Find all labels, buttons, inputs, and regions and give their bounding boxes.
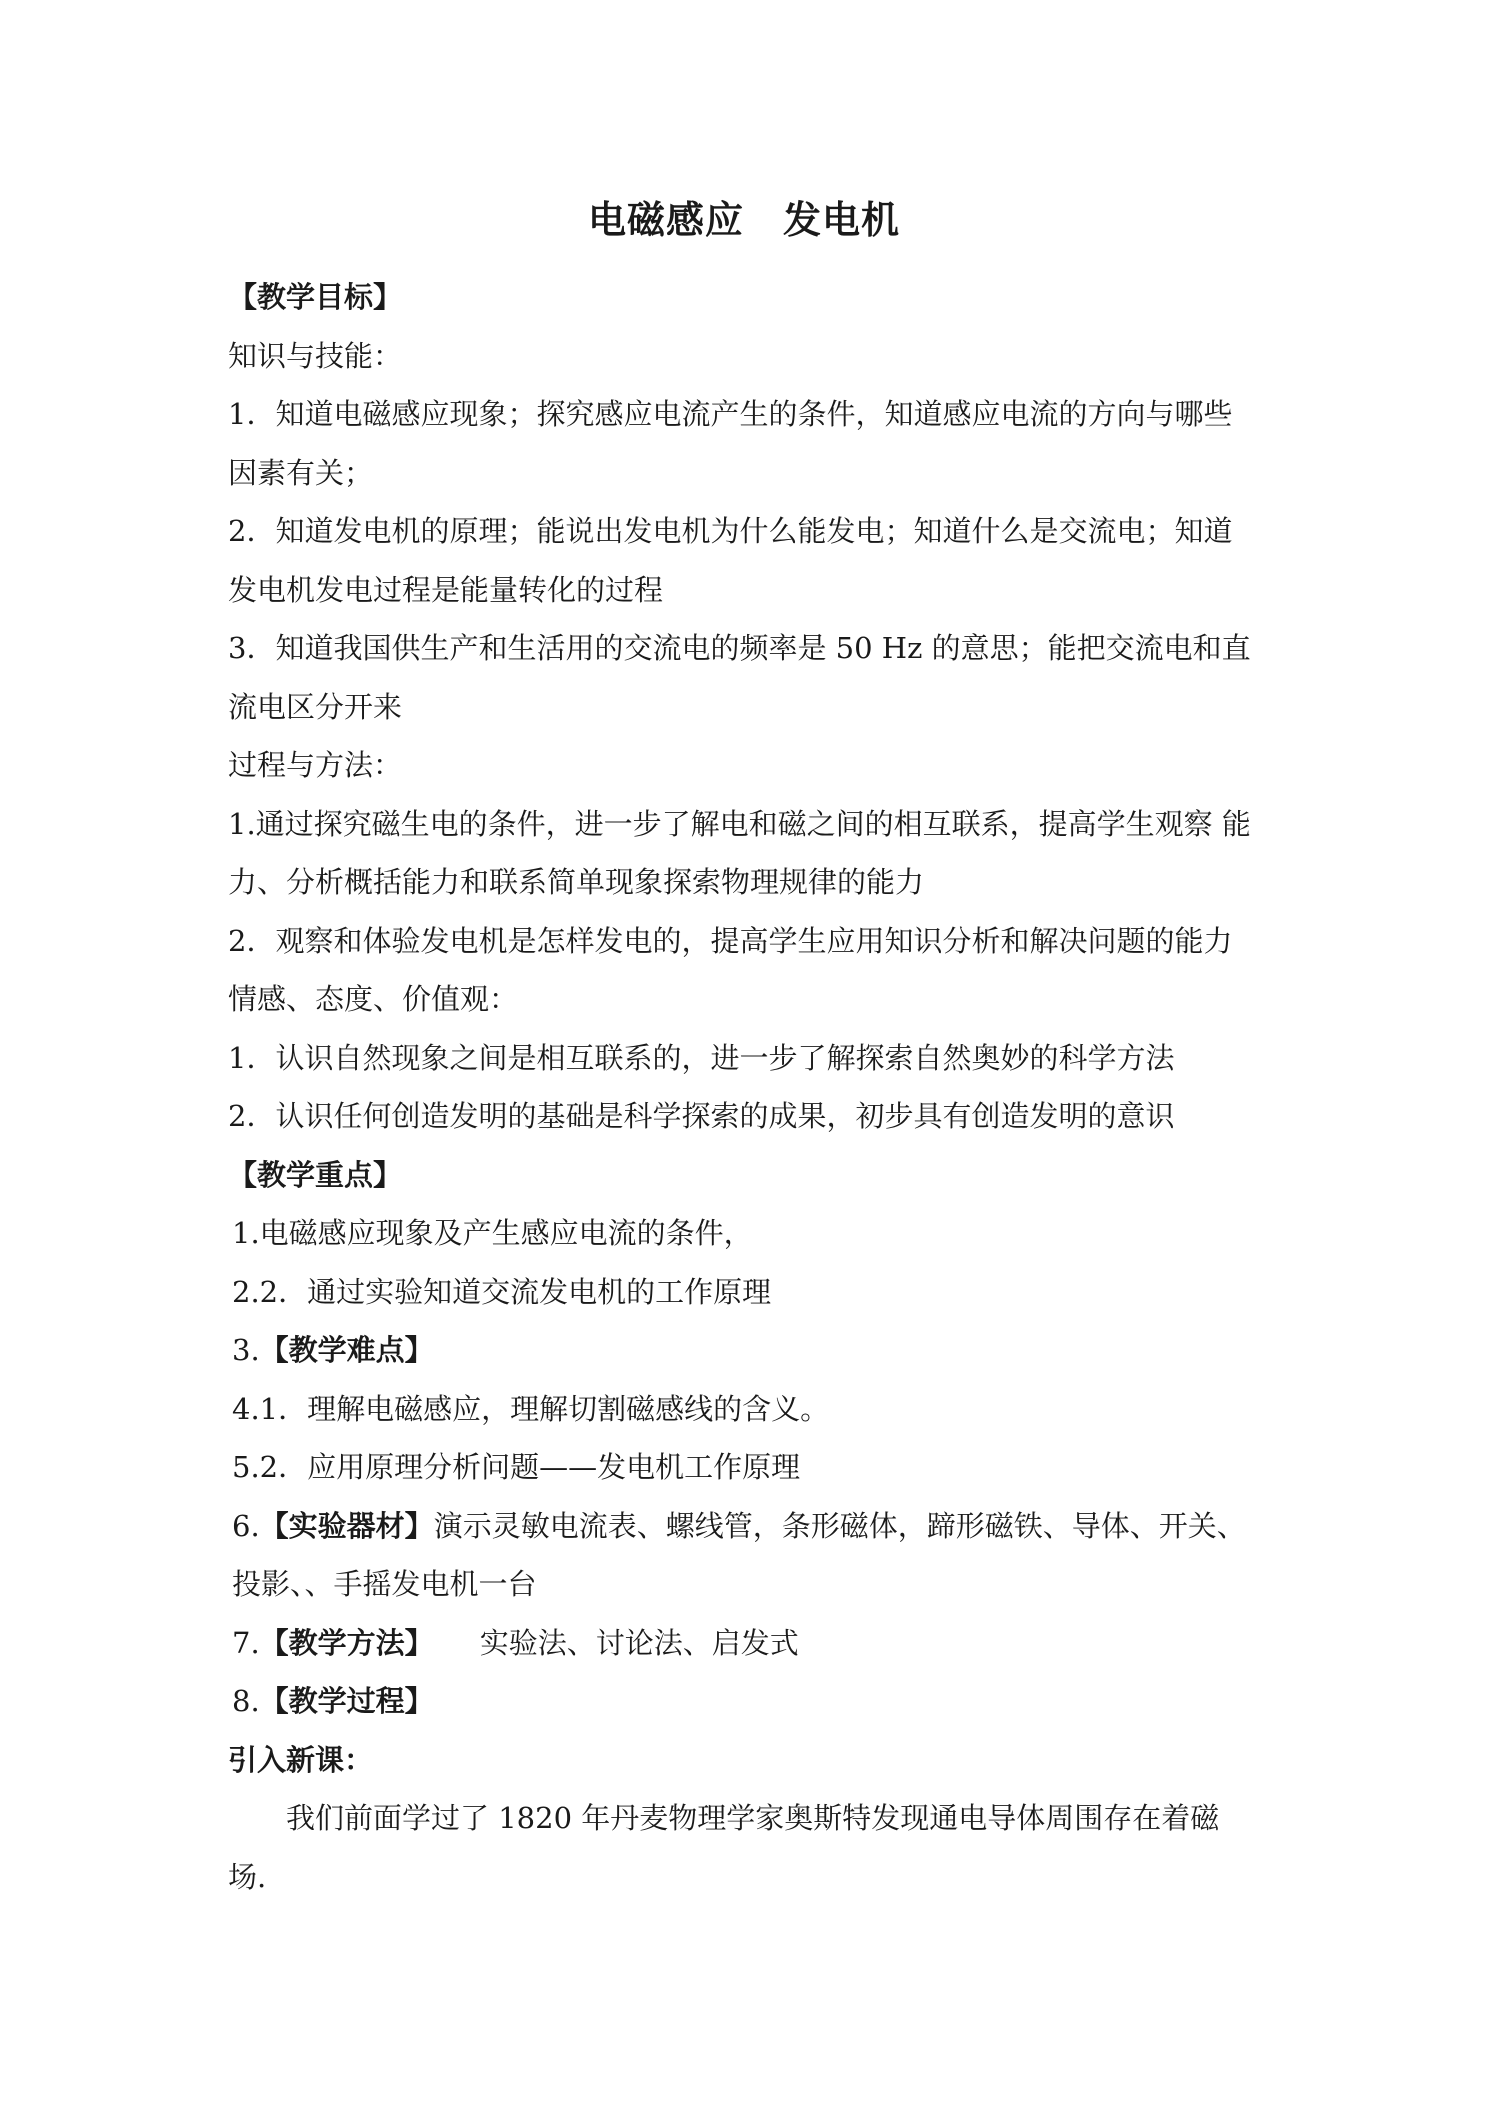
keypoints-heading: 【教学重点】 [228, 1157, 403, 1192]
process-item-1-line-1: 1.通过探究磁生电的条件，进一步了解电和磁之间的相互联系，提高学生观察 能 [228, 806, 1251, 841]
difficulty-number: 3. [232, 1333, 260, 1367]
difficulty-heading: 【教学难点】 [259, 1333, 434, 1367]
intro-label: 引入新课： [228, 1742, 374, 1777]
emotion-item-2: 2．认识任何创造发明的基础是科学探索的成果，初步具有创造发明的意识 [228, 1099, 1175, 1133]
knowledge-item-2-line-2: 发电机发电过程是能量转化的过程 [228, 572, 664, 607]
method-heading: 【教学方法】 [259, 1625, 434, 1660]
knowledge-item-1-line-2: 因素有关； [228, 455, 374, 490]
difficulty-row [228, 1321, 1268, 1380]
method-row [228, 1614, 1268, 1673]
teaching-process-number: 8. [232, 1684, 260, 1718]
emotion-label: 情感、态度、价值观： [228, 982, 519, 1016]
knowledge-item-1-line-1: 1．知道电磁感应现象；探究感应电流产生的条件，知道感应电流的方向与哪些 [228, 397, 1233, 431]
equipment-text: 演示灵敏电流表、螺线管，条形磁体，蹄形磁铁、导体、开关、 [433, 1508, 1246, 1543]
difficulty-item-1: 4.1．理解电磁感应，理解切割磁感线的含义。 [232, 1391, 830, 1426]
objectives-heading: 【教学目标】 [228, 280, 403, 314]
difficulty-item-2: 5.2．应用原理分析问题——发电机工作原理 [232, 1450, 801, 1484]
equipment-heading: 【实验器材】 [259, 1508, 434, 1543]
process-item-2: 2．观察和体验发电机是怎样发电的，提高学生应用知识分析和解决问题的能力 [228, 923, 1233, 958]
process-label: 过程与方法： [228, 748, 403, 782]
intro-line-2: 场. [228, 1859, 267, 1894]
keypoint-item-1: 1.电磁感应现象及产生感应电流的条件， [232, 1216, 753, 1250]
equipment-number: 6. [232, 1508, 260, 1543]
equipment-row [228, 1497, 1268, 1556]
page-title: 电磁感应 发电机 [587, 197, 900, 242]
equipment-line-2: 投影、、手摇发电机一台 [232, 1567, 537, 1601]
knowledge-label: 知识与技能： [228, 338, 403, 373]
process-item-1-line-2: 力、分析概括能力和联系简单现象探索物理规律的能力 [228, 865, 925, 899]
knowledge-item-2-line-1: 2．知道发电机的原理；能说出发电机为什么能发电；知道什么是交流电；知道 [228, 514, 1233, 548]
emotion-item-1: 1．认识自然现象之间是相互联系的，进一步了解探索自然奥妙的科学方法 [228, 1040, 1175, 1075]
keypoint-item-2: 2.2．通过实验知道交流发电机的工作原理 [232, 1274, 772, 1309]
method-text: 实验法、讨论法、启发式 [479, 1625, 799, 1660]
teaching-process-heading: 【教学过程】 [259, 1684, 434, 1718]
document-body [228, 268, 1268, 1906]
knowledge-item-3-line-1: 3．知道我国供生产和生活用的交流电的频率是 50 Hz 的意思；能把交流电和直 [228, 631, 1251, 665]
knowledge-item-3-line-2: 流电区分开来 [228, 689, 403, 724]
teaching-process-row [228, 1672, 1268, 1731]
method-number: 7. [232, 1625, 260, 1660]
intro-line-1: 我们前面学过了 1820 年丹麦物理学家奥斯特发现通电导体周围存在着磁 [286, 1801, 1220, 1835]
